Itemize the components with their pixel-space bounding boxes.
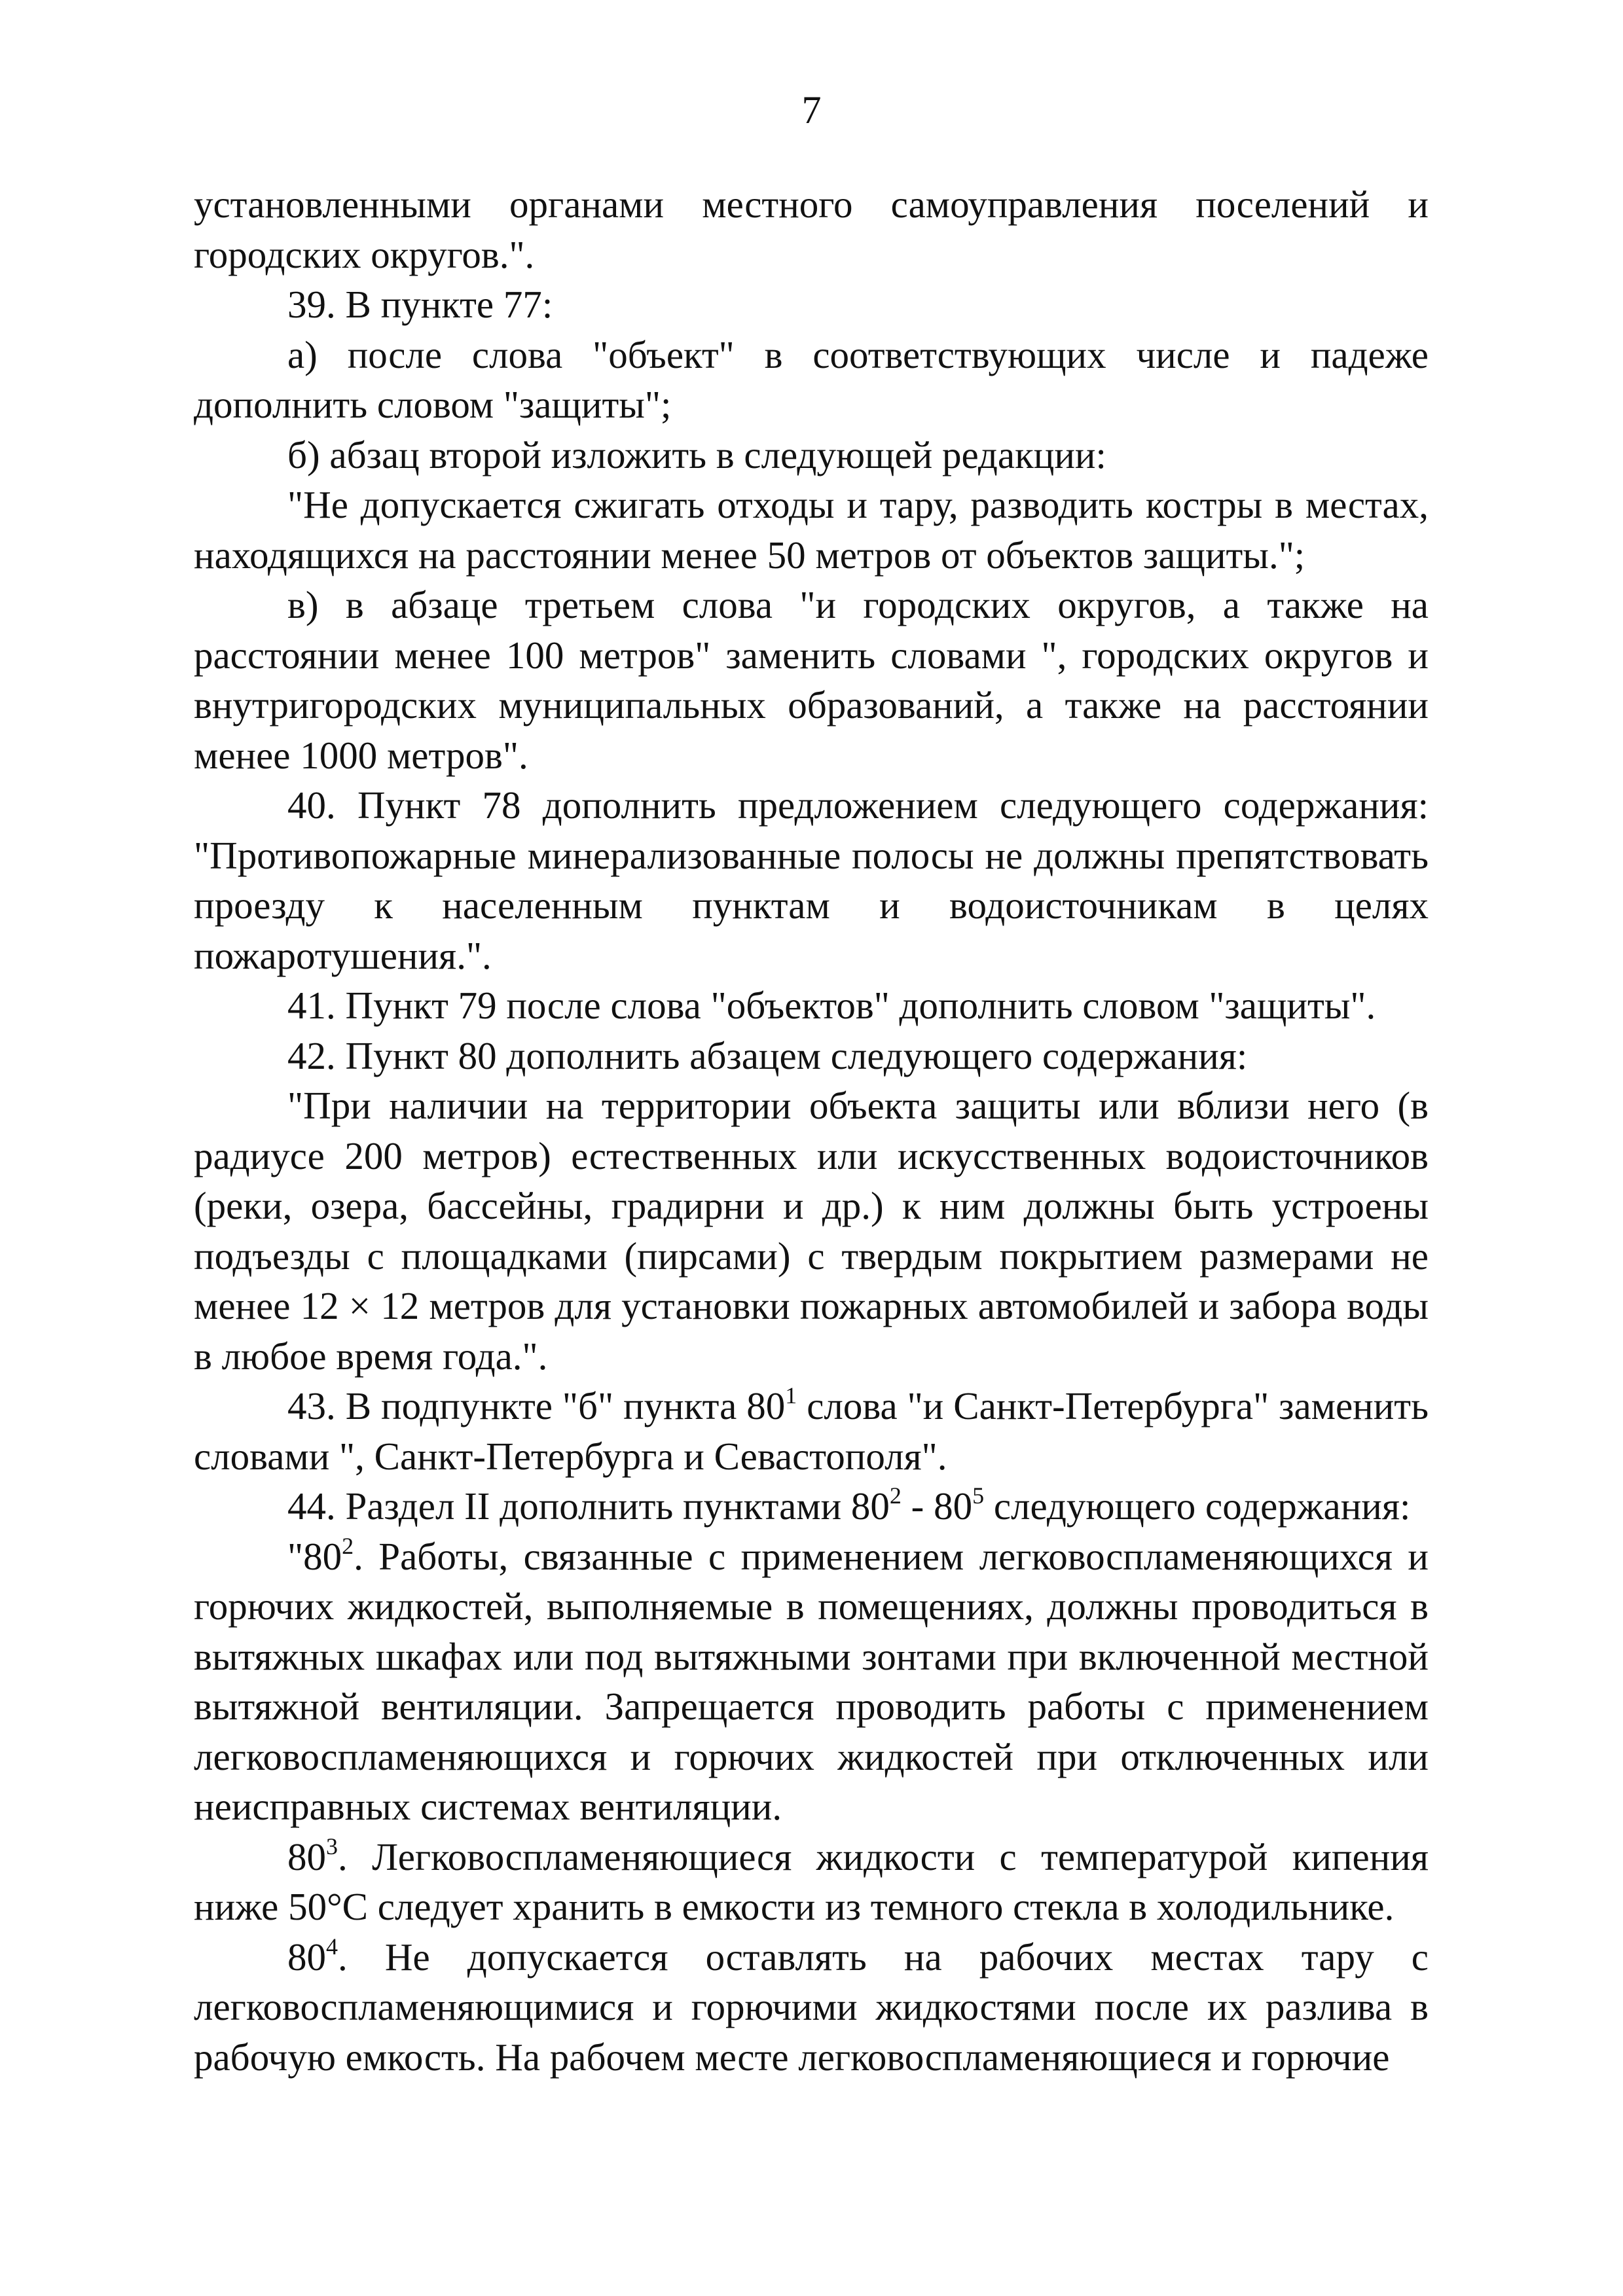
paragraph-continuation: установленными органами местного самоуправления поселений и городских округов.".: [194, 183, 1429, 276]
text-run: . Легковоспламеняющиеся жидкости с температурой кипения ниже 50°С следует хранить в емкости из темного стекла в холодильнике.: [194, 1835, 1429, 1928]
text-run: слова "и Санкт-Петербурга" заменить словами ", Санкт-Петербурга и Севастополя".: [194, 1384, 1429, 1478]
text-run: . Работы, связанные с применением легковоспламеняющихся и горючих жидкостей, выполняемые в помещениях, должны проводиться в вытяжных шкафах или под вытяжными зонтами при включенной местной вытяжной вентиляции. Запрещается проводить работы с применением легковоспламеняющихся и горючих жидкостей при отключенных или неисправных системах вентиляции.: [194, 1534, 1429, 1828]
paragraph-quote-39b: "Не допускается сжигать отходы и тару, разводить костры в местах, находящихся на расстоянии менее 50 метров от объектов защиты.";: [194, 483, 1429, 577]
superscript: 3: [326, 1833, 338, 1859]
superscript: 2: [342, 1532, 354, 1559]
paragraph-item-43: [194, 1381, 1429, 1481]
superscript: 1: [785, 1382, 797, 1408]
superscript: 4: [326, 1933, 338, 1960]
superscript: 5: [972, 1482, 985, 1509]
paragraph-item-39: 39. В пункте 77:: [287, 283, 553, 326]
text-run: 43. В подпункте "б" пункта 80: [287, 1384, 786, 1427]
paragraph-quote-42: "При наличии на территории объекта защиты или вблизи него (в радиусе 200 метров) естественных или искусственных водоисточников (реки, озера, бассейны, градирни и др.) к ним должны быть устроены подъезды с площадками (пирсами) с твердым покрытием размерами не менее 12 × 12 метров для установки пожарных автомобилей и забора воды в любое время года.".: [194, 1084, 1429, 1378]
text-run: следующего содержания:: [984, 1484, 1411, 1528]
text-run: - 80: [901, 1484, 973, 1528]
paragraph-item-40: 40. Пункт 78 дополнить предложением следующего содержания: "Противопожарные минерализованные полосы не должны препятствовать проезду к населенным пунктам и водоисточникам в целях пожаротушения.".: [194, 783, 1429, 977]
paragraph-item-80-3: [194, 1832, 1429, 1932]
paragraph-item-80-2: [194, 1532, 1429, 1832]
text-run: . Не допускается оставлять на рабочих местах тару с легковоспламеняющимися и горючими жидкостями после их разлива в рабочую емкость. На рабочем месте легковоспламеняющиеся и горючие: [194, 1935, 1429, 2079]
text-run: 80: [287, 1935, 326, 1979]
paragraph-item-39b: б) абзац второй изложить в следующей редакции:: [287, 433, 1106, 476]
page-number: 7: [801, 88, 822, 132]
paragraph-item-41: 41. Пункт 79 после слова "объектов" дополнить словом "защиты".: [287, 984, 1376, 1027]
text-run: 44. Раздел II дополнить пунктами 80: [287, 1484, 890, 1528]
superscript: 2: [889, 1482, 902, 1509]
paragraph-item-42: 42. Пункт 80 дополнить абзацем следующего содержания:: [287, 1033, 1248, 1077]
paragraph-item-80-4: [194, 1932, 1429, 2083]
paragraph-item-39a: а) после слова "объект" в соответствующих числе и падеже дополнить словом "защиты";: [194, 332, 1429, 426]
text-run: 80: [287, 1835, 326, 1878]
text-run: "80: [287, 1534, 342, 1578]
document-body: [194, 179, 1429, 2082]
paragraph-item-39v: в) в абзаце третьем слова "и городских округов, а также на расстоянии менее 100 метров" заменить словами ", городских округов и внутригородских муниципальных образований, а также на расстоянии менее 1000 метров".: [194, 583, 1429, 777]
paragraph-item-44: [194, 1481, 1429, 1532]
